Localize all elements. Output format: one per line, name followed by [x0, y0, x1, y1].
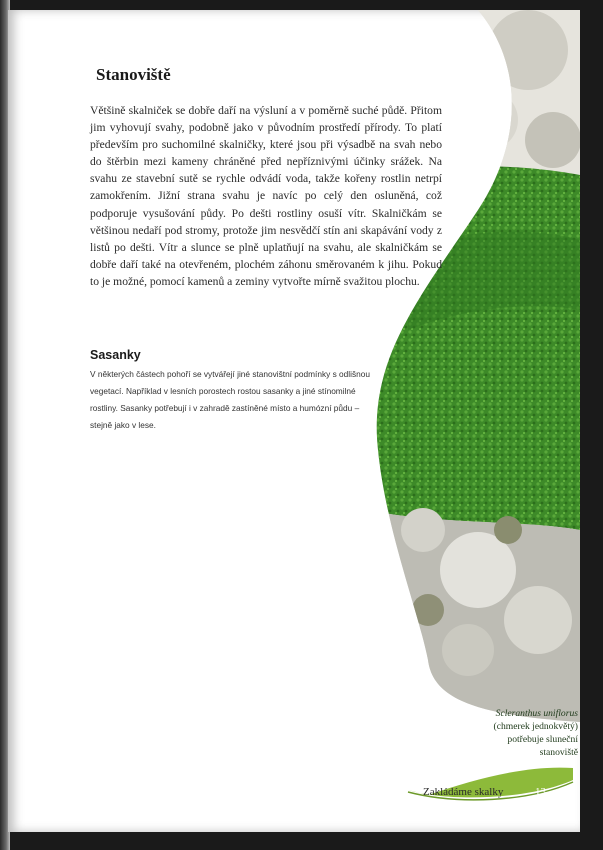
photo-caption [474, 707, 578, 759]
caption-text: (chmerek jednokvětý) potřebuje sluneční stanoviště [493, 721, 578, 758]
book-page [8, 10, 580, 832]
page-number: 13 [535, 786, 546, 798]
sidebar-note-body: V některých částech pohoří se vytvářejí jiné stanovištní podmínky s odlišnou vegetací. Například v lesních porostech rostou sasanky a jiné stínomilné rostliny. Sasanky potřebují i v zahradě zastíněné místo a humózní půdu – stejně jako v lese. [90, 369, 370, 430]
caption-latin-name: Scleranthus uniflorus [495, 708, 578, 719]
sidebar-note-heading: Sasanky [90, 348, 141, 362]
running-footer-title: Zakládáme skalky [423, 786, 504, 798]
section-heading: Stanoviště [96, 65, 171, 84]
section-body: Většině skalniček se dobře daří na výsluní a v poměrně suché půdě. Přitom jim vyhovují svahy, podobně jako v původním prostředí přírody. To platí především pro suchomilné skalničky, které jsou při výsadbě na svah nebo do štěrbin mezi kameny chráněné před nepříznivými účinky srážek. Na svahu ze stavební sutě se rychle odvádí voda, takže kořeny rostlin netrpí zamokřením. Jižní strana svahu je navíc po celý den osluněná, což podporuje vysušování půdy. Po dešti rostliny osuší vítr. Skalničkám se většinou nedaří pod stromy, protože jim nesvědčí stín ani skapávání vody z listů po dešti. Vítr a slunce se plně uplatňují na svahu, ale skalničkám se dobře daří také na otevřeném, plochém záhonu směrovaném k jihu. Pokud to je možné, pomocí kamenů a zeminy vytvořte mírně svažitou plochu. [90, 104, 442, 288]
